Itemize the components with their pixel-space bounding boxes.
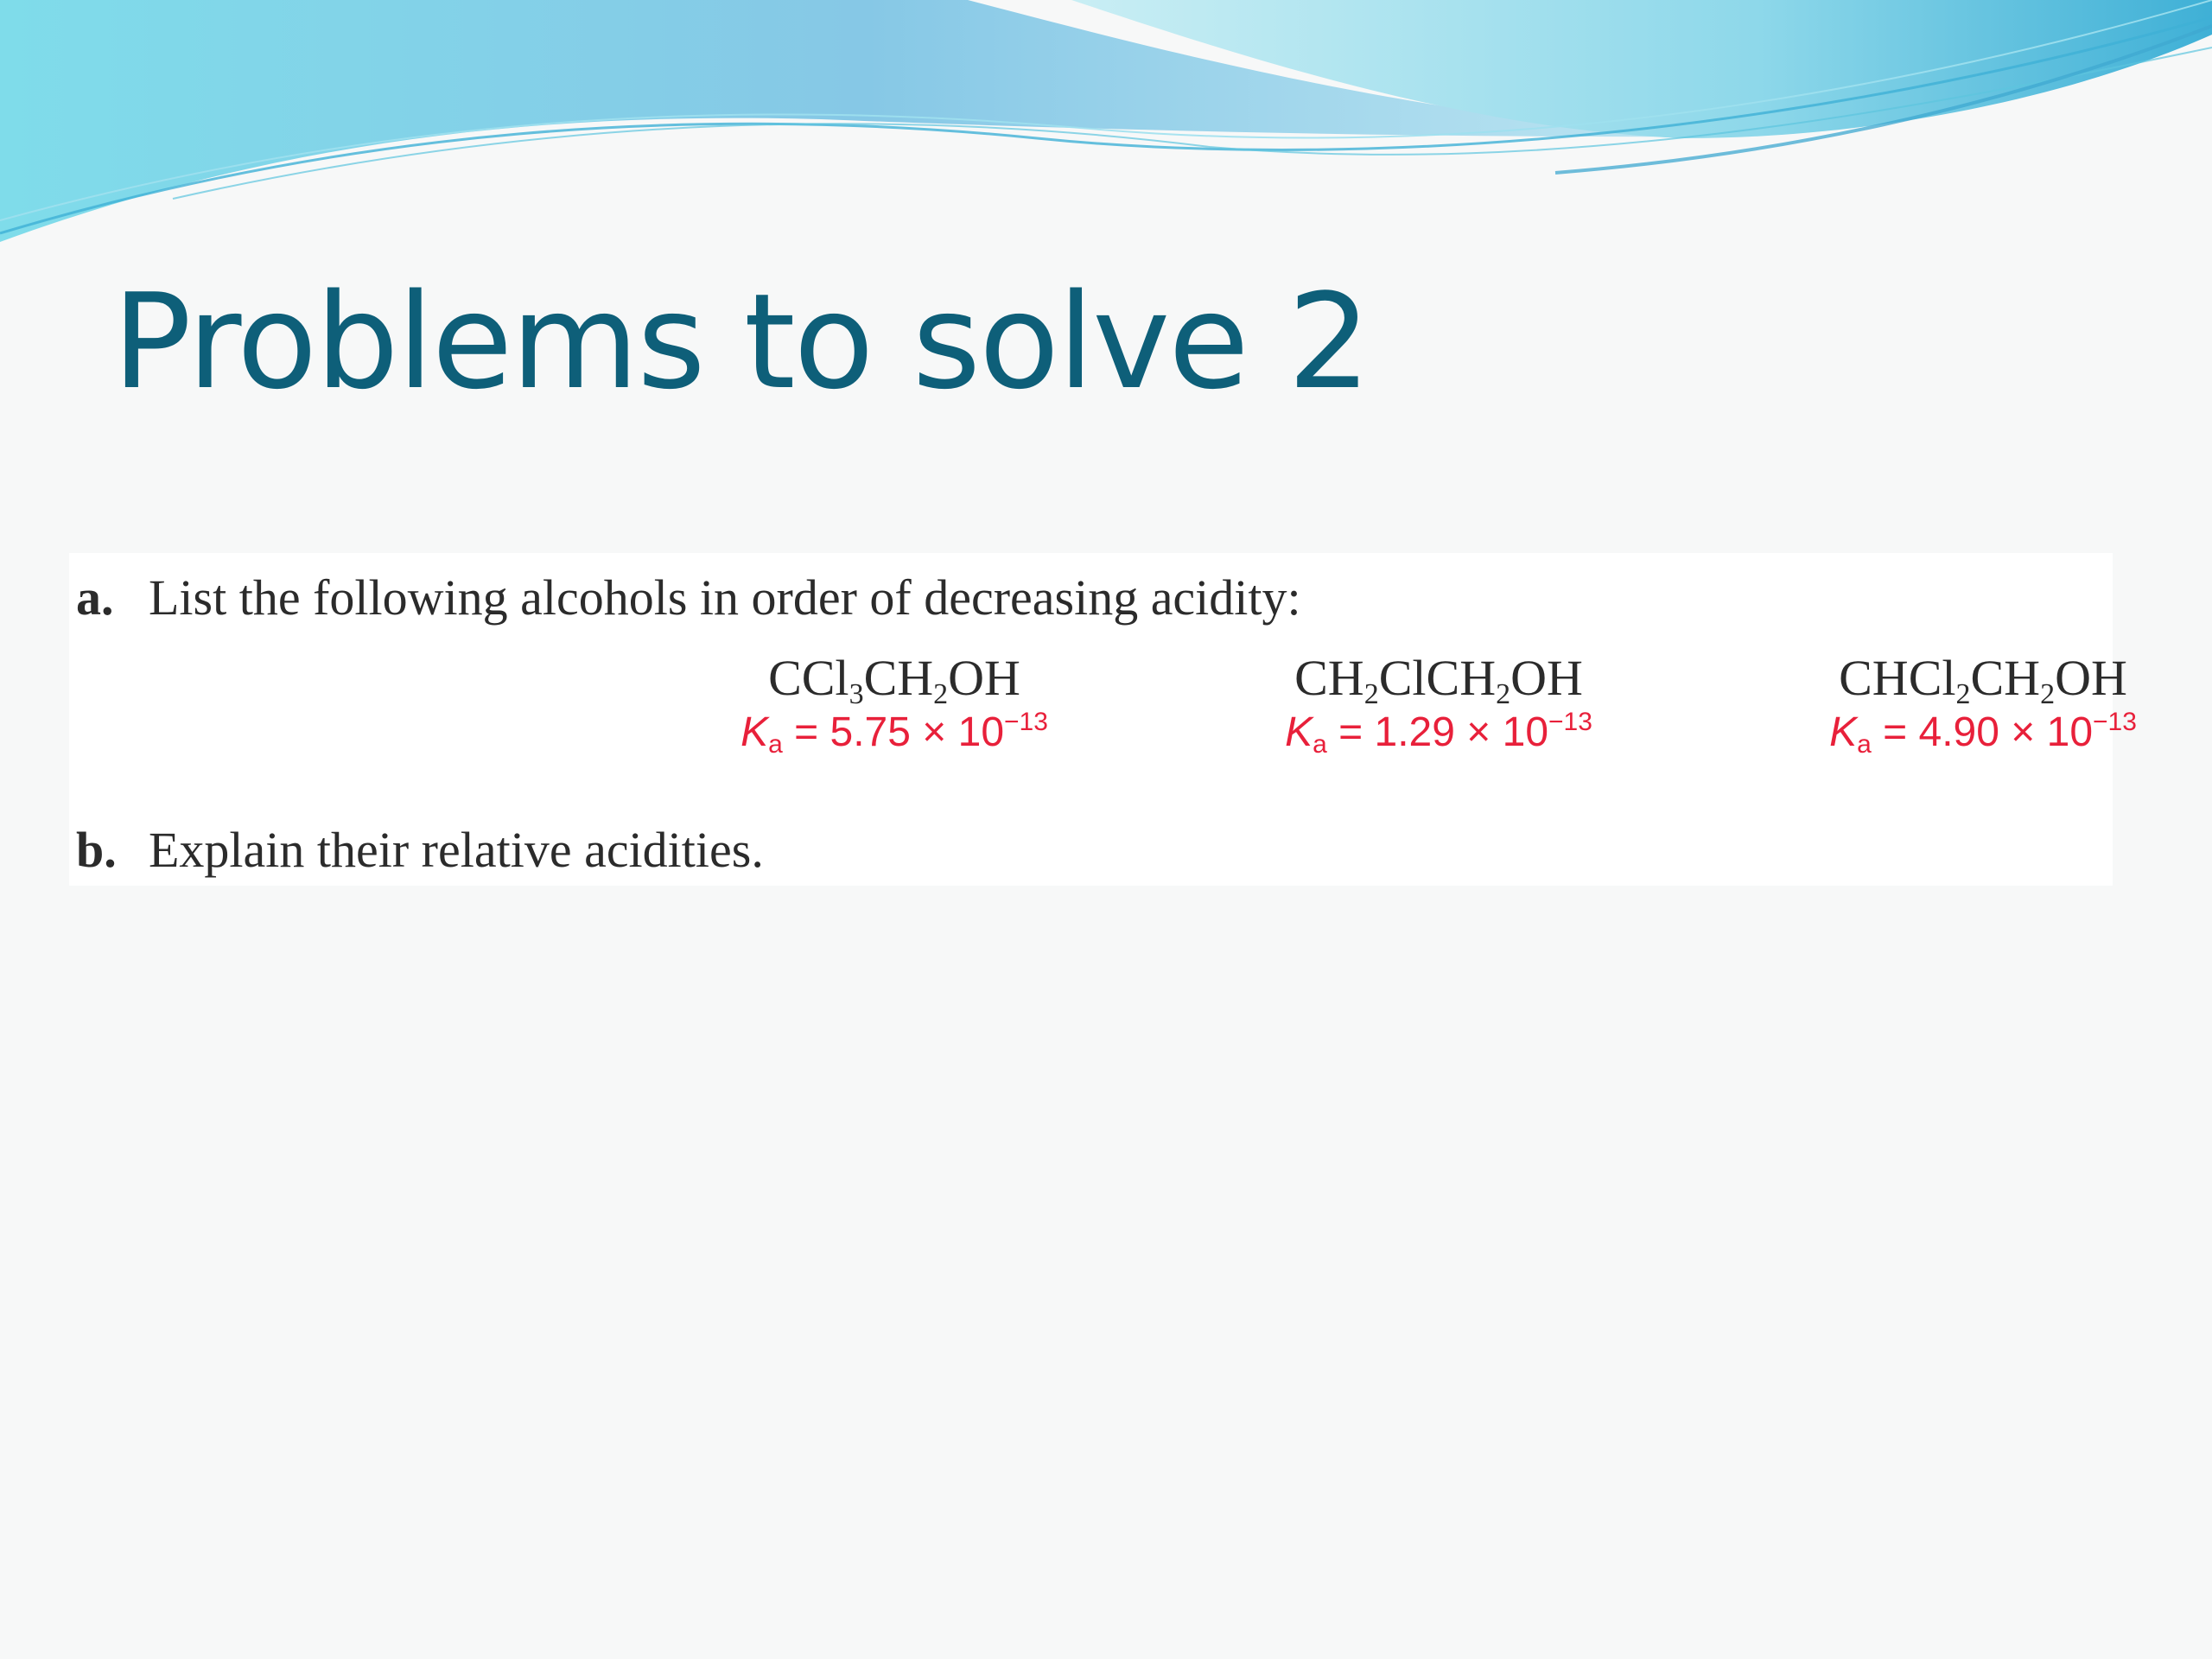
slide-title: Problems to solve 2 [112,265,1370,418]
problem-part-a [76,569,1301,626]
compound-1 [670,650,1119,759]
problem-image [69,553,2137,886]
compound-2 [1214,650,1663,759]
compound-ka-value: $K_a = 5.75 \times 10^{-13}$ [741,708,1048,759]
compound-formula: $CH_2ClCH_2OH$ [1294,650,1583,710]
part-a-letter: a. [76,569,114,626]
compound-ka-value: $K_a = 1.29 \times 10^{-13}$ [1285,708,1592,759]
part-a-text: List the following alcohols in order of decreasing acidity: [149,569,1301,626]
problem-part-b [76,821,764,879]
compound-3 [1758,650,2208,759]
header-wave-decoration [0,0,2212,259]
compound-formula: $CHCl_2CH_2OH$ [1839,650,2127,710]
compound-ka-value: $K_a = 4.90 \times 10^{-13}$ [1829,708,2137,759]
part-b-letter: b. [76,822,117,878]
compound-formula: $CCl_3CH_2OH$ [768,650,1020,710]
part-b-text: Explain their relative acidities. [149,822,764,878]
